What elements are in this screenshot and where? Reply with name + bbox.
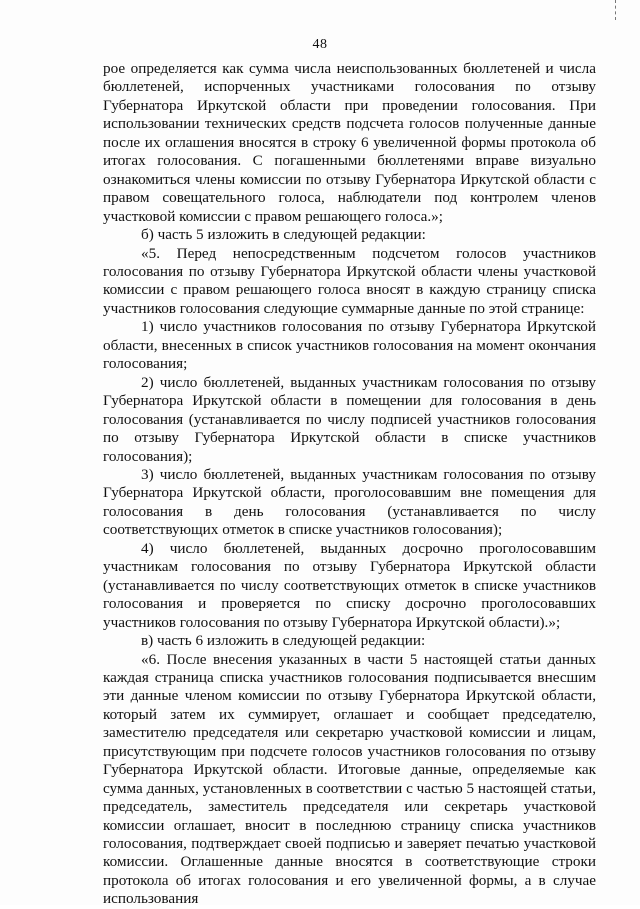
paragraph-item-2: 2) число бюллетеней, выданных участникам голосования по отзыву Губернатора Иркутской области в помещении для голосования в день голосования (устанавливается по числу подписей участников голосования по отзыву Губернатора Иркутской области в списке участников голосования); — [103, 373, 596, 465]
page-number: 48 — [312, 37, 328, 52]
paragraph-part-5: «5. Перед непосредственным подсчетом голосов участников голосования по отзыву Губернатора Иркутской области члены участковой комиссии с правом решающего голоса вносят в каждую страницу списка участников голосования следующие суммарные данные по этой странице: — [103, 244, 596, 317]
paragraph-item-1: 1) число участников голосования по отзыву Губернатора Иркутской области, внесенных в список участников голосования на момент окончания голосования; — [103, 318, 596, 373]
document-body — [103, 60, 596, 909]
paragraph-part-6: «6. После внесения указанных в части 5 настоящей статьи данных каждая страница списка участников голосования подписывается внесшим эти данные членом комиссии по отзыву Губернатора Иркутской области, который затем их суммирует, оглашает и сообщает председателю, заместителю председателя или секретарю участковой комиссии и лицам, присутствующим при подсчете голосов участников голосования по отзыву Губернатора Иркутской области. Итоговые данные, определяемые как сумма данных, установленных в соответствии с частью 5 настоящей статьи, председатель, заместитель председателя или секретарь участковой комиссии оглашает, вносит в последнюю страницу списка участников голосования, подтверждает своей подписью и заверяет печатью участковой комиссии. Оглашенные данные вносятся в соответствующие строки протокола об итогах голосования и его увеличенной формы, а в случае использования — [103, 650, 596, 908]
paragraph-item-4: 4) число бюллетеней, выданных досрочно проголосовавшим участникам голосования по отзыву Губернатора Иркутской области (устанавливается по числу соответствующих отметок в списке участников голосования и проверяется по списку досрочно проголосовавших участников голосования по отзыву Губернатора Иркутской области).»; — [103, 539, 596, 631]
paragraph-item-3: 3) число бюллетеней, выданных участникам голосования по отзыву Губернатора Иркутской области, проголосовавшим вне помещения для голосования в день голосования (устанавливается по числу соответствующих отметок в списке участников голосования); — [103, 465, 596, 539]
paragraph-amendment-b: б) часть 5 изложить в следующей редакции: — [141, 226, 426, 244]
paragraph-continuation: рое определяется как сумма числа неиспользованных бюллетеней и числа бюллетеней, испорченных участниками голосования по отзыву Губернатора Иркутской области при проведении голосования. При использовании технических средств подсчета голосов полученные данные после их оглашения вносятся в строку 6 увеличенной формы протокола об итогах голосования. С погашенными бюллетенями вправе визуально ознакомиться члены комиссии по отзыву Губернатора Иркутской области с правом совещательного голоса, наблюдатели под контролем членов участковой комиссии с правом решающего голоса.»; — [103, 60, 596, 225]
paragraph-amendment-v: в) часть 6 изложить в следующей редакции: — [141, 632, 426, 650]
page-edge-mark — [615, 0, 617, 20]
